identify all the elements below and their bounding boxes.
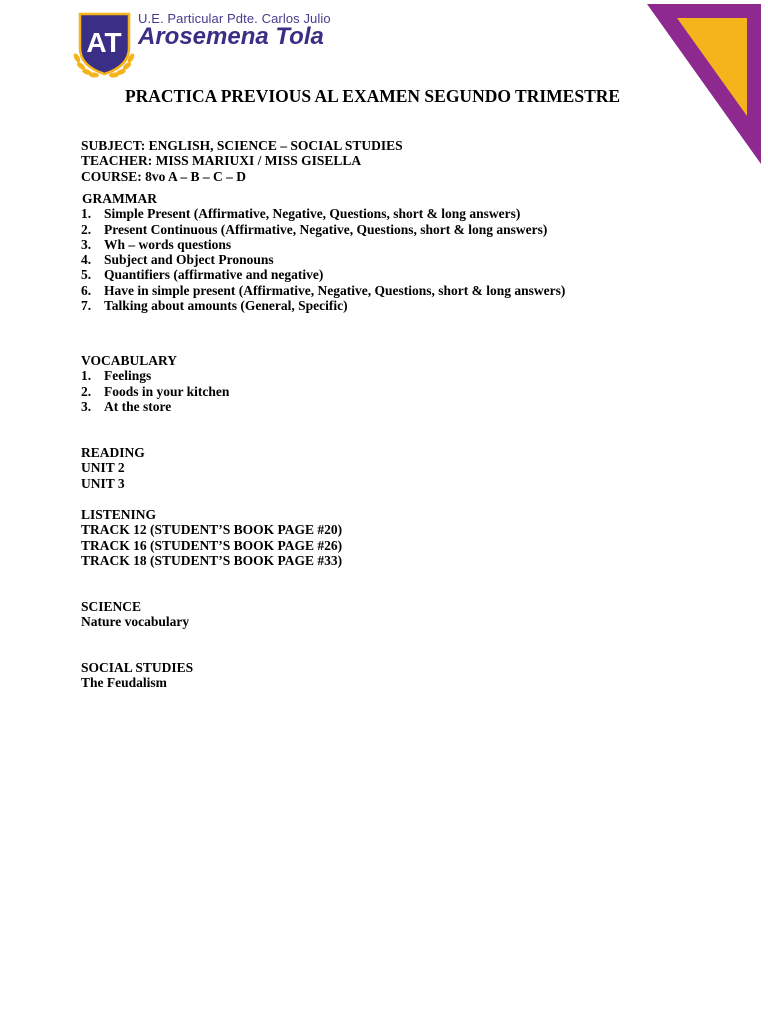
list-item: The Feudalism <box>81 675 167 691</box>
list-item: 3. Wh – words questions <box>81 236 232 252</box>
list-item: 2. Present Continuous (Affirmative, Negative, Questions, short & long answers) <box>81 221 548 237</box>
section-heading: SCIENCE <box>81 599 142 614</box>
social-studies-section <box>81 660 193 691</box>
school-name: Arosemena Tola <box>138 23 324 50</box>
subject-line: SUBJECT: ENGLISH, SCIENCE – SOCIAL STUDIES <box>81 138 403 153</box>
list-item: 2. Foods in your kitchen <box>81 383 230 399</box>
course-line: COURSE: 8vo A – B – C – D <box>81 168 247 184</box>
section-heading: LISTENING <box>81 507 157 522</box>
list-item: TRACK 16 (STUDENT’S BOOK PAGE #26) <box>81 537 343 553</box>
list-item: UNIT 2 <box>81 460 125 476</box>
list-item: 1. Feelings <box>81 368 152 384</box>
section-heading: GRAMMAR <box>82 191 157 206</box>
page-title: PRACTICA PREVIOUS AL EXAMEN SEGUNDO TRIMESTRE <box>124 86 621 106</box>
list-item: 4. Subject and Object Pronouns <box>81 252 274 268</box>
list-item: 7. Talking about amounts (General, Specific) <box>81 298 348 314</box>
section-heading: SOCIAL STUDIES <box>81 660 194 675</box>
section-heading: READING <box>81 445 145 460</box>
school-logo <box>72 10 352 82</box>
school-shield-icon <box>72 10 142 82</box>
list-item: 5. Quantifiers (affirmative and negative) <box>81 267 324 283</box>
listening-section <box>81 507 342 568</box>
list-item: TRACK 12 (STUDENT’S BOOK PAGE #20) <box>81 522 343 538</box>
grammar-section <box>81 191 565 313</box>
list-item: 6. Have in simple present (Affirmative, Negative, Questions, short & long answers) <box>81 282 566 298</box>
list-item: Nature vocabulary <box>81 614 190 630</box>
logo-letters: AT <box>86 27 122 58</box>
reading-section <box>81 445 145 491</box>
science-section <box>81 599 189 630</box>
section-heading: VOCABULARY <box>81 353 178 368</box>
list-item: 3. At the store <box>81 398 172 414</box>
list-item: TRACK 18 (STUDENT’S BOOK PAGE #33) <box>81 552 343 568</box>
list-item: UNIT 3 <box>81 475 125 491</box>
course-info <box>81 138 403 184</box>
list-item: 1. Simple Present (Affirmative, Negative, Questions, short & long answers) <box>81 206 521 222</box>
vocabulary-section <box>81 353 229 414</box>
school-subtitle: U.E. Particular Pdte. Carlos Julio <box>138 11 331 26</box>
teacher-line: TEACHER: MISS MARIUXI / MISS GISELLA <box>81 153 362 169</box>
corner-decoration <box>647 4 761 164</box>
